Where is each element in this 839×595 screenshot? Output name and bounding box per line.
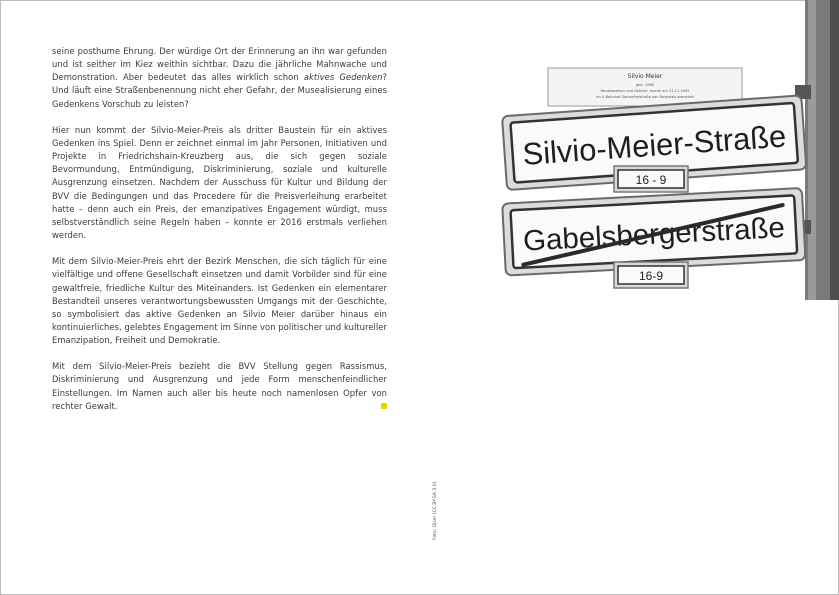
paragraph-4: [52, 360, 387, 413]
paragraph-2: Hier nun kommt der Silvio-Meier-Preis als dritter Baustein für ein aktives Gedenken ins Spiel. Denn er zeichnet einmal im Jahr Personen, Initiativen und Projekte in Friedrichshain-Kreuzberg aus, die sich gegen soziale Bevormundung, Entmündigung, Diskriminierung, soziale und kulturelle Ausgrenzung einsetzen. Nachdem der Ausschuss für Kultur und Bildung der BVV die Bedingungen und das Procedere für die Preisverleihung erarbeitet hatte – denn auch ein Preis, der emanzipatives Engagement würdigt, muss selbstverständlich seine Regeln haben – konnte er 2016 erstmals verliehen werden.: [52, 124, 387, 241]
photo-credit: Foto: Qiser (CC BY-SA 3.0): [433, 481, 438, 540]
paragraph-3: Mit dem Silvio-Meier-Preis ehrt der Bezirk Menschen, die sich täglich für eine vielfältige und offene Gesellschaft einsetzen und damit Vorbilder sind für eine gewaltfreie, friedliche Kultur des Miteinanders. Ist Gedenken ein elementarer Bestandteil unseres verantwortungsbewussten Umgangs mit der Geschichte, so symbolisiert das aktive Gedenken an Silvio Meier darüber hinaus ein kontinuierliches, gelebtes Engagement im Sinne von politischer und kultureller Emanzipation, Freiheit und Demokratie.: [52, 256, 387, 346]
end-of-article-mark: [381, 403, 387, 409]
sign-top-number: 16 - 9: [635, 173, 667, 187]
street-sign-photo: [480, 0, 839, 300]
body-text-column: [52, 45, 387, 426]
sign-pole-shadow: [830, 0, 839, 300]
plaque-line-1: geb. 1965: [635, 83, 655, 87]
plaque-line-2: Hausbesetzer und Aktivist, wurde am 21.11.1992: [600, 89, 690, 93]
sign-pole-highlight: [808, 0, 816, 300]
memorial-plaque: [548, 68, 742, 106]
paragraph-1-text: seine posthume Ehrung. Der würdige Ort der Erinnerung an ihn war gefunden und ist seither im Kiez weithin sichtbar. Dazu die jährliche Mahnwache und Demonstration. Aber bedeutet das alles wirklich schon: [52, 46, 387, 83]
street-sign-silvio-meier: [502, 95, 806, 192]
plaque-title: Silvio Meier: [627, 73, 663, 80]
paragraph-4-text: Mit dem Silvio-Meier-Preis bezieht die BVV Stellung gegen Rassismus, Diskriminierung und Ausgrenzung und jede Form menschenfeindlicher Einstellungen. Im Namen auch aller bis heute noch namenlosen Opfer von rechter Gewalt.: [52, 361, 387, 411]
paragraph-1: [52, 45, 387, 111]
sign-bottom-number: 16-9: [638, 269, 664, 283]
plaque-line-3: im U-Bahnhof Samariterstraße von Neonazis ermordet: [596, 95, 694, 99]
street-sign-gabelsberger: [502, 188, 805, 288]
sign-top-name: Silvio-Meier-Straße: [521, 118, 789, 172]
paragraph-1-text-end: ? Und läuft eine Straßenbenennung nicht eher Gefahr, der Musealisierung eines Gedenkens Vorschub zu leisten?: [52, 72, 387, 109]
paragraph-1-emphasis: aktives Gedenken: [303, 72, 383, 83]
